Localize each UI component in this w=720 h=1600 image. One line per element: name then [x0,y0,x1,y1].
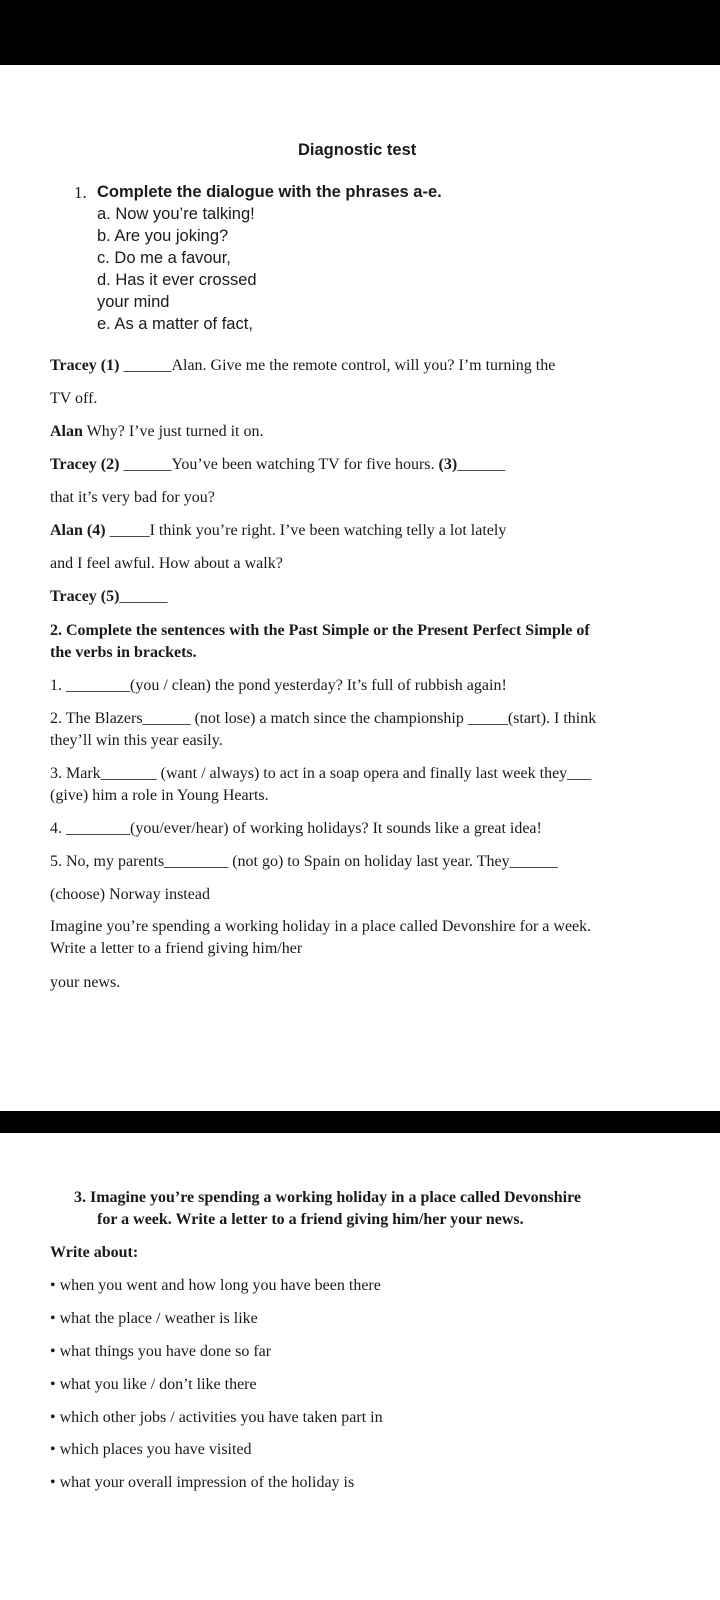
write-about-label: Write about: [50,1244,139,1261]
middle-black-bar [0,1111,720,1133]
option-c: c. Do me a favour, [97,249,231,267]
line-text: _____I think you’re right. I’ve been watching telly a lot lately [105,522,507,539]
dialogue-line-4 [50,455,505,475]
extra-text-line2: Write a letter to a friend giving him/her [50,940,303,957]
task3-heading-line2: for a week. Write a letter to a friend giving him/her your news. [97,1211,524,1228]
option-d: d. Has it ever crossed [97,271,257,289]
option-b: b. Are you joking? [97,227,229,245]
sentence-4: 4. ________(you/ever/hear) of working holidays? It sounds like a great idea! [50,820,542,837]
speaker: Tracey (1) [50,357,120,374]
option-e: e. As a matter of fact, [97,315,253,333]
sentence-3: 3. Mark_______ (want / always) to act in a soap opera and finally last week they___ [50,765,592,782]
line-text: ______You’ve been watching TV for five hours. [119,456,439,473]
sentence-3-cont: (give) him a role in Young Hearts. [50,787,269,804]
gap-blank: ______ [457,456,506,473]
sentence-2: 2. The Blazers______ (not lose) a match since the championship _____(start). I think [50,710,597,727]
task1-number: 1. [74,183,87,202]
bullet-item: • what your overall impression of the holiday is [50,1474,355,1491]
bullet-item: • what things you have done so far [50,1343,272,1360]
dialogue-line-6 [50,521,506,541]
dialogue-line-8 [50,587,167,607]
bullet-item: • which other jobs / activities you have taken part in [50,1409,383,1426]
task2-heading-line2: the verbs in brackets. [50,644,197,661]
bullet-item: • what you like / don’t like there [50,1376,257,1393]
line-text: ______Alan. Give me the remote control, will you? I’m turning the [119,357,556,374]
sentence-5: 5. No, my parents________ (not go) to Spain on holiday last year. They______ [50,853,558,870]
dialogue-line-3 [50,422,263,442]
speaker: Alan (4) [50,522,106,539]
option-a: a. Now you’re talking! [97,205,255,223]
extra-text-line3: your news. [50,974,121,991]
speaker: Alan [50,423,83,440]
bullet-item: • which places you have visited [50,1441,252,1458]
task2-heading-line1: 2. Complete the sentences with the Past Simple or the Present Perfect Simple of [50,622,590,639]
dialogue-line-2: TV off. [50,390,98,407]
dialogue-line-5: that it’s very bad for you? [50,489,215,506]
bullet-item: • when you went and how long you have been there [50,1277,381,1294]
sentence-1: 1. ________(you / clean) the pond yesterday? It’s full of rubbish again! [50,677,507,694]
page-title: Diagnostic test [298,141,417,159]
option-d-cont: your mind [97,293,170,311]
top-black-bar [0,0,720,65]
sentence-5-cont: (choose) Norway instead [50,886,210,903]
bullet-item: • what the place / weather is like [50,1310,258,1327]
line-text: Why? I’ve just turned it on. [82,423,264,440]
task1-heading: Complete the dialogue with the phrases a-e. [97,183,442,201]
speaker: Tracey (5) [50,588,120,605]
gap-number: (3) [438,456,458,473]
task3-heading-line1: 3. Imagine you’re spending a working holiday in a place called Devonshire [74,1189,582,1206]
speaker: Tracey (2) [50,456,120,473]
gap-blank: ______ [119,588,168,605]
extra-text-line1: Imagine you’re spending a working holiday in a place called Devonshire for a week. [50,918,592,935]
dialogue-line-1 [50,356,555,376]
dialogue-line-7: and I feel awful. How about a walk? [50,555,283,572]
sentence-2-cont: they’ll win this year easily. [50,732,223,749]
